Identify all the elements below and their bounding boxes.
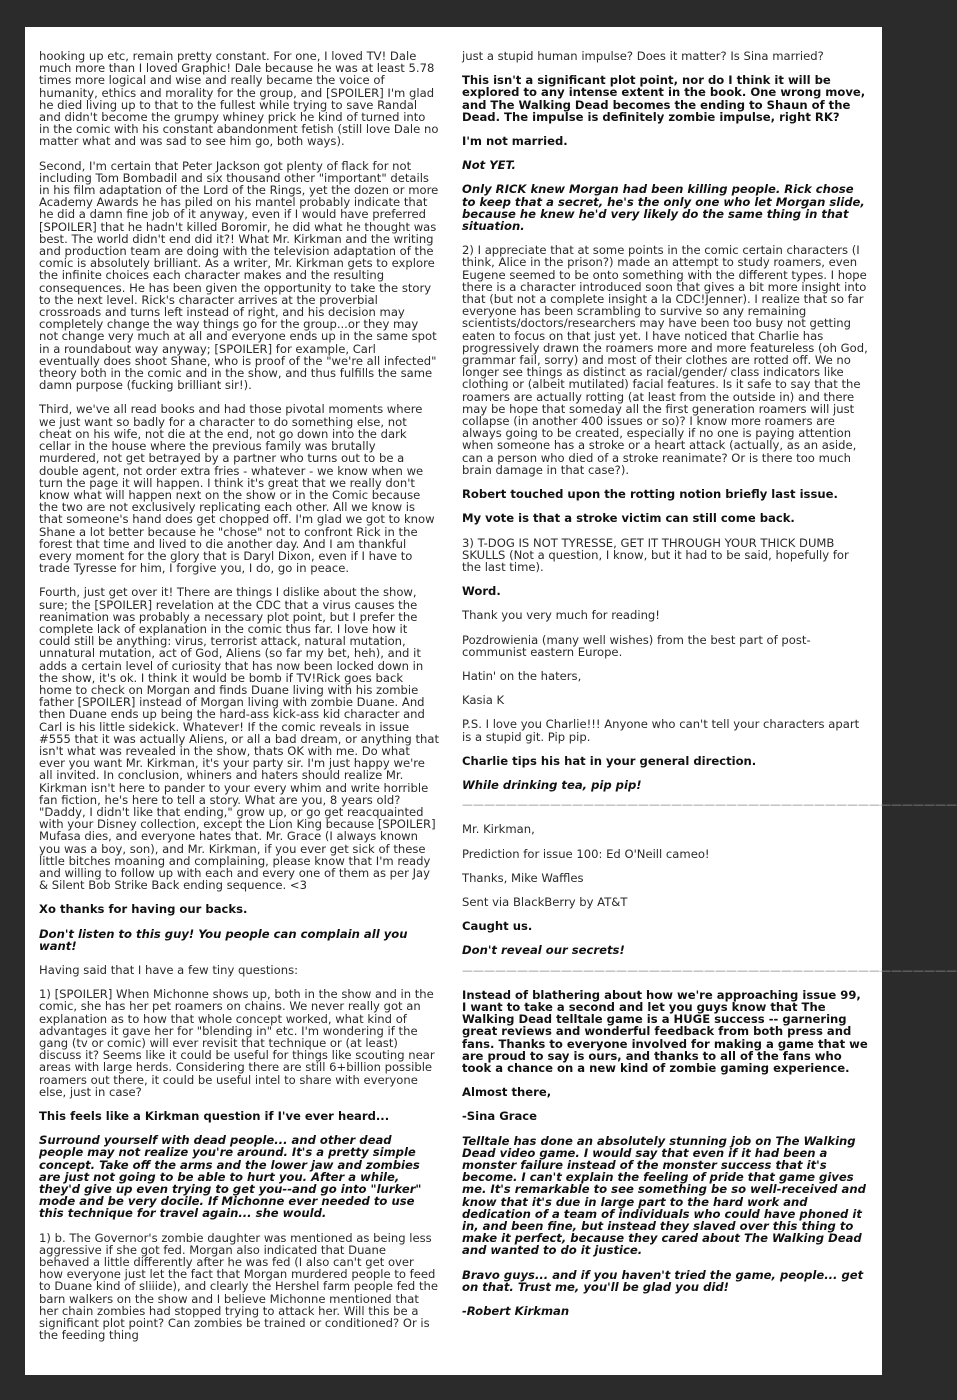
editor-reply-italic: Don't listen to this guy! You people can complain all you want! [39,926,408,953]
letter-paragraph: Third, we've all read books and had those pivotal moments where we just want so badly for a character to do something else, not cheat on his wife, not die at the end, not go down into the dark cellar in the house where the previous family was brutally murdered, not get betrayed by a partner who turns out to be a double agent, not order extra fries - whatever - we know when we turn the page it will happen. I think it's great that we really don't know what will happen next on the show or in the Comic because the two are not exclusively replicating each other. All we know is that someone's hand does get chopped off. I'm glad we got to know Shane a lot better because he "chose" not to confront Rick in the forest that time and lived to die another day. And I am thankful every moment for the glory that is Daryl Dixon, even if I have to trade Tyresse for him, I forgive you, I do, go in peace. [39,402,435,576]
letter-paragraph: 1) b. The Governor's zombie daughter was mentioned as being less aggressive if she got fed. Morgan also indicated that Duane behaved a little differently after he was fed (I also can't get over how everyone just let the fact that Morgan murdered people to feed to Duane kind of sliiide), and clearly the Hershel farm people fed the barn walkers on the show and I believe Michonne mentioned that her chain zombies had stopped trying to attack her. Will this be a significant plot point? Can zombies be trained or conditioned? Or is the feeding thing [39,1230,438,1343]
editor-reply-italic: Surround yourself with dead people... and other dead people may not realize you're around. It's a pretty simple concept. Take off the arms and the lower jaw and zombies are just not going to be able to hurt you. After a while, they'd give up even trying to get you--and go into "lurker" mode and be very docile. If Michonne ever needed to use this technique for travel again... she would. [39,1133,422,1221]
editor-reply-italic: While drinking tea, pip pip! [462,777,642,792]
editor-reply-italic: Telltale has done an absolutely stunning job on The Walking Dead video game. I would say that even if it had been a monster failure instead of the monster success that it's become. I can't explain the feeling of pride that game gives me. It's remarkable to see something be so well-received and know that it's due in large part to the hard work and dedication of a team of individuals who could have phoned it in, and been fine, but instead they slaved over this thing to make it perfect, because they cared about The Walking Dead and wanted to do it justice. [462,1133,866,1258]
letter-paragraph: Fourth, just get over it! There are things I dislike about the show, sure; the [SPOILER] revelation at the CDC that a virus causes the reanimation was probably a necessary plot point, but I prefer the complete lack of explanation in the comic thus far. I love how it could still be anything: virus, terrorist attack, natural mutation, unnatural mutation, act of God, Aliens (so far my bet, heh), and it adds a certain level of curiosity that has now been locked down in the show, it's ok. I think it would be bomb if TV!Rick goes back home to check on Morgan and finds Duane living with his zombie father [SPOILER] instead of Morgan living with zombie Duane. And then Duane ends up being the hard-ass kick-ass kid character and Carl is his little sidekick. Whatever! If the comic reveals in issue #555 that it was actually Aliens, or all a bad dream, or anything that isn't what was revealed in the show, thats OK with me. Do what ever you want Mr. Kirkman, it's your party sir. I'm just happy we're all invited. In conclusion, whiners and haters should realize Mr. Kirkman isn't here to pander to your every whim and write horrible fan fiction, he's here to tell a story. What are you, 8 years old? "Daddy, I didn't like that ending," grow up, or go get reacquainted with your Disney collection, except the Lion King because [SPOILER] Mufasa dies, and everyone hates that. Mr. Grace (I always known you was a boy, son), and Mr. Kirkman, if you ever get sick of these little bitches moaning and complaining, please know that I'm ready and willing to follow up with each and every one of them as per Jay & Silent Bob Strike Back ending sequence. <3 [39,585,440,893]
editor-reply: Word. [462,584,501,599]
editor-reply: My vote is that a stroke victim can still come back. [462,511,795,526]
letters-page [25,27,957,1375]
editor-reply: -Sina Grace [462,1109,538,1124]
letter-paragraph: Sent via BlackBerry by AT&T [462,894,628,909]
right-column [462,49,957,1329]
editor-reply: I'm not married. [462,134,568,149]
letter-paragraph: Thank you very much for reading! [462,608,660,623]
letter-paragraph: Having said that I have a few tiny questions: [39,963,299,978]
letter-paragraph: Kasia K [462,693,505,708]
letter-paragraph: 2) I appreciate that at some points in the comic certain characters (I think, Alice in the prison?) made an attempt to study roamers, even Eugene seemed to be onto something with the different types. I hope there is a character introduced soon that gives a bit more insight into that (but not a complete insight a la CDC!Jenner). I realize that so far everyone has been scrambling to survive so any remaining scientists/doctors/researchers may have been too busy not getting eaten to focus on that just yet. I have noticed that Charlie has progressively drawn the roamers more and more featureless (oh God, grammar fail, sorry) and most of their clothes are rotted off. We no longer see things as distinct as racial/gender/ class indicators like clothing or (albeit mutilated) facial features. Is it safe to say that the roamers are actually rotting (at least from the outside in) and there may be hope that someday all the first generation roamers will just collapse (in another 400 issues or so)? I know more roamers are always going to be created, especially if no one is paying attention when someone has a stroke or a heart attack (actually, as an aside, can a person who died of a stroke reanimate? Or is there too much brain damage in that case?). [462,243,868,477]
letter-paragraph: Prediction for issue 100: Ed O'Neill cameo! [462,846,710,861]
letter-paragraph: Hatin' on the haters, [462,668,582,683]
editor-reply-italic: -Robert Kirkman [462,1304,570,1319]
editor-reply-italic: Not YET. [462,158,516,173]
section-divider: ————————————————————————————————————————————— [462,963,957,977]
editor-reply-italic: Don't reveal our secrets! [462,943,625,958]
editor-reply-italic: Bravo guys... and if you haven't tried the game, people... get on that. Trust me, you'll be glad you did! [462,1267,864,1294]
letter-paragraph: just a stupid human impulse? Does it matter? Is Sina married? [462,49,824,63]
section-divider: ————————————————————————————————————————————— [462,798,957,812]
letter-paragraph: Thanks, Mike Waffles [462,870,584,885]
editor-reply: This feels like a Kirkman question if I've ever heard... [39,1109,390,1124]
editor-reply: This isn't a significant plot point, nor do I think it will be explored to any intense extent in the book. One wrong move, and The Walking Dead becomes the ending to Shaun of the Dead. The impulse is definitely zombie impulse, right RK? [462,73,866,124]
editor-reply: Robert touched upon the rotting notion briefly last issue. [462,487,838,502]
editor-reply: Xo thanks for having our backs. [39,902,248,917]
letter-paragraph: P.S. I love you Charlie!!! Anyone who can't tell your characters apart is a stupid git. Pip pip. [462,717,860,744]
editor-reply: Almost there, [462,1085,552,1100]
editor-reply: Instead of blathering about how we're approaching issue 99, I want to take a second and let you guys know that The Walking Dead telltale game is a HUGE success -- garnering great reviews and wonderful feedback from both press and fans. Thanks to everyone involved for making a game that we are proud to say is ours, and thanks to all of the fans who took a chance on a new kind of zombie gaming experience. [462,987,868,1075]
letter-paragraph: Second, I'm certain that Peter Jackson got plenty of flack for not including Tom Bombadil and six thousand other "important" details in his film adaptation of the Lord of the Rings, yet the dozen or more Academy Awards he has piled on his mantel probably indicate that he did a damn fine job of it anyway, even if I would have preferred [SPOILER] that he hadn't killed Boromir, he did what he thought was best. The world didn't end did it?! What Mr. Kirkman and the writing and production team are doing with the television adaptation of the comic is absolutely brilliant. As a writer, Mr. Kirkman gets to explore the infinite choices each character makes and the resulting consequences. He has been given the opportunity to take the story to the next level. Rick's character arrives at the proverbial crossroads and turns left instead of right, and his decision may completely change the way things go for the group...or they may not change very much at all and everyone ends up in the same spot in a roundabout way anyway; [SPOILER] for example, Carl eventually does shoot Shane, who is proof of the "we're all infected" theory both in the comic and in the show, and thus fulfills the same damn purpose (fucking brilliant sir!). [39,158,439,393]
letter-paragraph: hooking up etc, remain pretty constant. For one, I loved TV! Dale much more than I loved Graphic! Dale because he was at least 5.78 times more logical and wise and really became the voice of humanity, ethics and morality for the group, and [SPOILER] I'm glad he died living up to that to the fullest while trying to save Randal and didn't become the grumpy whiney prick he kind of turned into in the comic with his constant abandonment fetish (still love Dale no matter what and was sad to see him go, both ways). [39,49,439,149]
editor-reply: Caught us. [462,919,533,934]
letter-paragraph: Pozdrowienia (many well wishes) from the best part of post-communist eastern Europe. [462,632,811,659]
editor-reply-italic: Only RICK knew Morgan had been killing people. Rick chose to keep that a secret, he's the only one who let Morgan slide, because he knew he'd very likely do the same thing in that situation. [462,182,865,234]
editor-reply: Charlie tips his hat in your general direction. [462,753,757,768]
left-column [39,50,439,1354]
letter-paragraph: Mr. Kirkman, [462,822,535,837]
letter-paragraph: 3) T-DOG IS NOT TYRESSE, GET IT THROUGH YOUR THICK DUMB SKULLS (Not a question, I know, but it had to be said, hopefully for the last time). [462,535,849,574]
letter-paragraph: 1) [SPOILER] When Michonne shows up, both in the show and in the comic, she has her pet roamers on chains. We never really got an explanation as to how that whole concept worked, what kind of advantages it gave her for "blending in" etc. I'm wondering if the gang (tv or comic) will ever revisit that technique or (at least) discuss it? Seems like it could be useful for things like scouting near areas with large herds. Considering there are still 6+billion possible roamers out there, it could be useful intel to share with everyone else, just in case? [39,987,435,1099]
